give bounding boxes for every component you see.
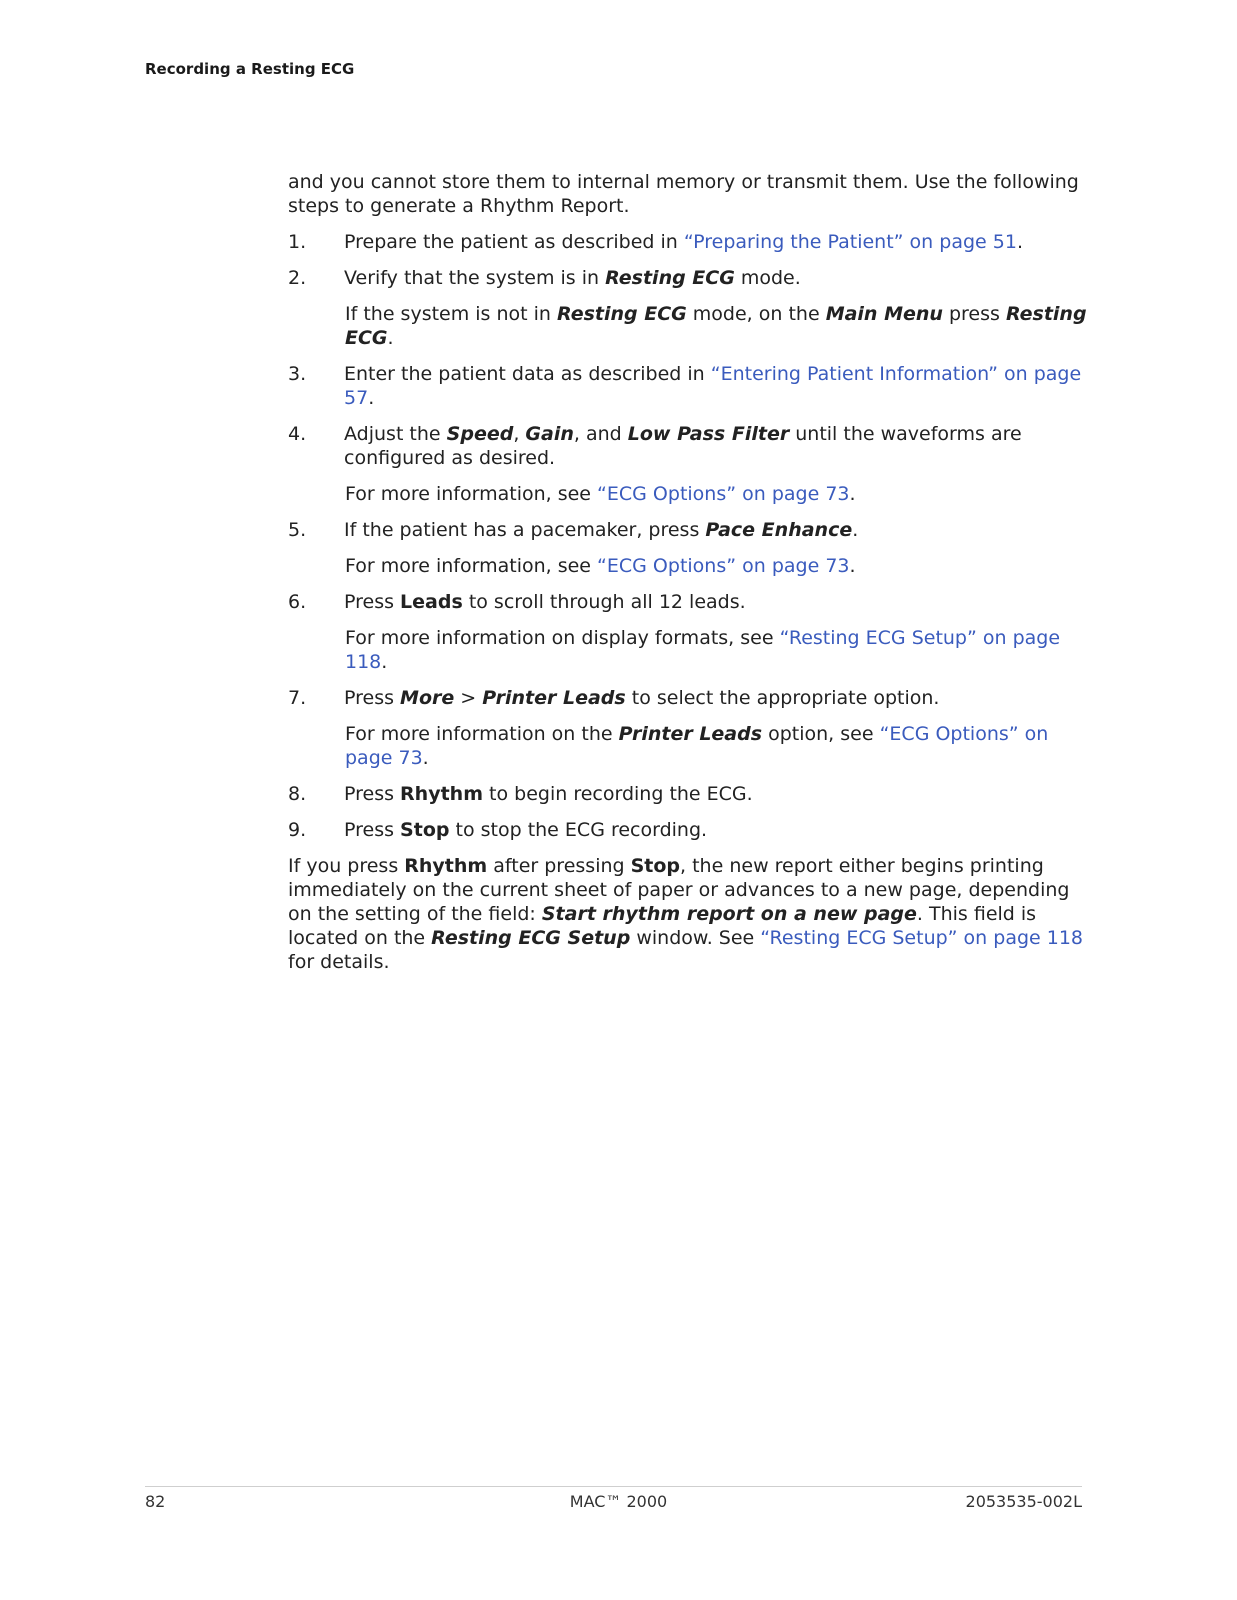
step-text-end: to stop the ECG recording. (449, 819, 708, 841)
step-number: 4. (288, 423, 307, 445)
page-number: 82 (145, 1492, 166, 1511)
intro-paragraph: and you cannot store them to internal memory or transmit them. Use the following steps to generate a Rhythm Report. (288, 171, 1079, 217)
step-text: Prepare the patient as described in (344, 231, 684, 253)
step-6 (288, 590, 1088, 614)
term-resting-ecg-setup: Resting ECG Setup (431, 927, 631, 949)
step-text-end: to begin recording the ECG. (483, 783, 753, 805)
term-printer-leads: Printer Leads (618, 723, 763, 745)
step-number: 7. (288, 687, 307, 709)
step-text-end: . (852, 519, 859, 541)
step-number: 3. (288, 363, 307, 385)
product-name: MAC™ 2000 (569, 1492, 668, 1511)
term-printer-leads: Printer Leads (482, 687, 626, 709)
document-number: 2053535-002L (965, 1492, 1082, 1511)
outro-text: for details. (288, 951, 390, 973)
link-resting-ecg-setup[interactable]: “Resting ECG Setup” on page 118 (760, 927, 1084, 949)
step-text: , (513, 423, 526, 445)
step-text-end: . (368, 387, 375, 409)
step-2-note (288, 302, 1088, 350)
step-5-note (288, 554, 1088, 578)
link-resting-ecg-setup[interactable]: “Resting ECG Setup” on page 118 (345, 627, 1061, 673)
outro-text: window. See (630, 927, 761, 949)
outro-paragraph (288, 854, 1088, 974)
term-main-menu: Main Menu (825, 303, 943, 325)
step-5 (288, 518, 1088, 542)
note-text: For more information on the (345, 723, 619, 745)
link-preparing-the-patient[interactable]: “Preparing the Patient” on page 51 (683, 231, 1017, 253)
link-ecg-options[interactable]: “ECG Options” on page 73 (597, 555, 850, 577)
step-text: Verify that the system is in (344, 267, 606, 289)
main-content (288, 170, 1088, 974)
link-ecg-options[interactable]: “ECG Options” on page 73 (597, 483, 850, 505)
outro-text: after pressing (487, 855, 631, 877)
note-text: . (422, 747, 429, 769)
note-text: For more information on display formats, see (345, 627, 780, 649)
term-gain: Gain (525, 423, 574, 445)
step-text-end: mode. (734, 267, 801, 289)
link-ecg-options[interactable]: “ECG Options” on page 73 (345, 723, 1049, 769)
note-text: option, see (762, 723, 880, 745)
note-text: For more information, see (345, 483, 598, 505)
step-text: If the patient has a pacemaker, press (344, 519, 706, 541)
note-text: For more information, see (345, 555, 598, 577)
step-3 (288, 362, 1088, 410)
step-text: > (454, 687, 483, 709)
step-number: 5. (288, 519, 307, 541)
footer-divider (145, 1486, 1082, 1487)
term-rhythm: Rhythm (404, 855, 488, 877)
term-rhythm: Rhythm (400, 783, 483, 805)
step-text: Press (344, 819, 401, 841)
note-text: . (849, 483, 856, 505)
step-8 (288, 782, 1088, 806)
step-number: 8. (288, 783, 307, 805)
step-text: Press (344, 591, 401, 613)
term-resting-ecg: Resting ECG (557, 303, 687, 325)
note-text: mode, on the (686, 303, 826, 325)
step-7 (288, 686, 1088, 710)
step-4-note (288, 482, 1088, 506)
step-text: , and (573, 423, 628, 445)
outro-text: , the new report either begins printing immediately on the current sheet of paper or advances to a new page, depending on the setting of the field: (288, 855, 1070, 925)
term-speed: Speed (446, 423, 514, 445)
note-text: . (387, 327, 394, 349)
step-7-note (288, 722, 1088, 770)
step-text-end: to select the appropriate option. (625, 687, 940, 709)
step-2 (288, 266, 1088, 290)
note-text: press (942, 303, 1006, 325)
step-text-end: to scroll through all 12 leads. (462, 591, 746, 613)
term-stop: Stop (400, 819, 450, 841)
term-pace-enhance: Pace Enhance (705, 519, 853, 541)
term-resting-ecg: Resting ECG (605, 267, 735, 289)
term-start-rhythm-report: Start rhythm report on a new page (541, 903, 917, 925)
step-number: 2. (288, 267, 307, 289)
link-entering-patient-information[interactable]: “Entering Patient Information” on page 57 (344, 363, 1082, 409)
note-text: . (381, 651, 388, 673)
outro-text: . This field is located on the (288, 903, 1037, 949)
note-text: . (849, 555, 856, 577)
term-leads: Leads (400, 591, 463, 613)
term-low-pass-filter: Low Pass Filter (627, 423, 790, 445)
step-1 (288, 230, 1088, 254)
step-6-note (288, 626, 1088, 674)
step-text-end: until the waveforms are configured as desired. (344, 423, 1022, 469)
step-number: 1. (288, 231, 307, 253)
running-header: Recording a Resting ECG (145, 60, 355, 78)
term-more: More (400, 687, 455, 709)
step-text: Enter the patient data as described in (344, 363, 711, 385)
step-4 (288, 422, 1088, 470)
step-text-end: . (1016, 231, 1023, 253)
step-9 (288, 818, 1088, 842)
step-text: Press (344, 687, 401, 709)
term-resting-ecg: Resting ECG (345, 303, 1087, 349)
note-text: If the system is not in (345, 303, 558, 325)
step-text: Press (344, 783, 401, 805)
term-stop: Stop (630, 855, 681, 877)
step-number: 6. (288, 591, 307, 613)
step-text: Adjust the (344, 423, 447, 445)
outro-text: If you press (288, 855, 405, 877)
step-number: 9. (288, 819, 307, 841)
